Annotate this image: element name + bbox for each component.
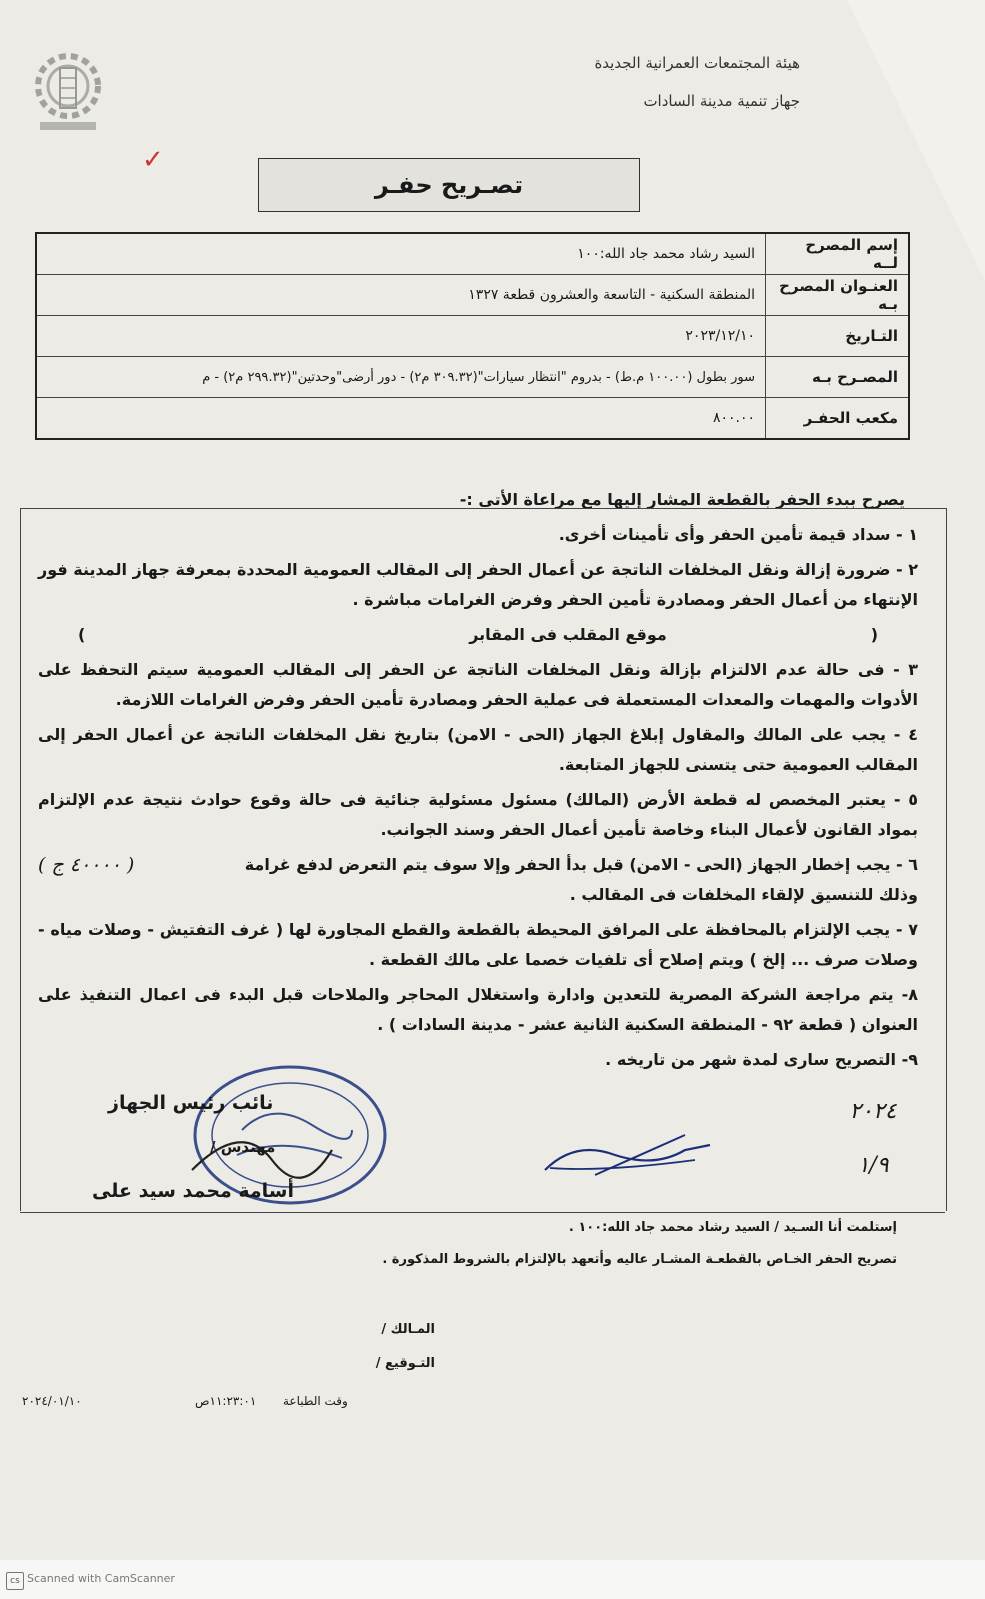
print-date: ٢٠٢٤/٠١/١٠ [22,1394,82,1408]
deputy-name: أسامة محمد سيد على [92,1180,295,1202]
dump-location-open: ( [870,625,878,644]
value-permit-holder: السيد رشاد محمد جاد الله:١٠٠ [36,233,766,275]
handwritten-date [848,1098,898,1180]
table-row [36,316,909,357]
check-mark-icon: ✓ [142,145,164,175]
term-3: ٣ - فى حالة عدم الالتزام بإزالة ونقل المخلفات الناتجة عن الحفر إلى المقالب العمومية سيتم التحفظ على الأدوات والمهمات والمعدات المستعملة فى عملية الحفر ومصادرة تأمين الحفر وفرض الغرامات اللازمة. [38,660,918,709]
term-6-continued: وذلك للتنسيق لإلقاء المخلفات فى المقالب . [569,885,918,904]
value-date: ٢٠٢٣/١٢/١٠ [36,316,766,357]
term-7: ٧ - يجب الإلتزام بالمحافظة على المرافق المحيطة بالقطعة والقطع المجاورة لها ( غرف التفتيش - وصلات مياه - وصلات صرف ... إلخ ) ويتم إصلاح أى تلفيات خصما على مالك القطعة . [38,920,918,969]
print-time-label: وقت الطباعة [282,1394,348,1408]
handwritten-signature-icon [535,1130,725,1180]
dump-location-close: ) [78,625,86,644]
table-row [36,233,909,275]
handwritten-fine: ( ٤٠٠٠٠ ج ) [38,854,135,876]
label-address: العنـوان المصرح بـه [766,275,910,316]
term-9: ٩- التصريح سارى لمدة شهر من تاريخه . [605,1050,918,1069]
signature-label: التـوقيع / [375,1356,435,1371]
table-row [36,357,909,398]
term-1: ١ - سداد قيمة تأمين الحفر وأى تأمينات أخرى. [558,525,918,544]
table-row [36,275,909,316]
terms-list [38,520,918,1080]
table-row [36,398,909,440]
term-5: ٥ - يعتبر المخصص له قطعة الأرض (المالك) مسئول مسئولية جنائية فى حالة وقوع حوادث نتيجة عدم الإلتزام بمواد القانون لأعمال البناء وخاصة تأمين أعمال الحفر وسند الجوانب. [38,790,918,839]
value-excavation-volume: ٨٠٠.٠٠ [36,398,766,440]
label-date: التـاريخ [766,316,910,357]
document-title: تصـريح حفـر [258,158,640,212]
handwritten-day-month: ١/٩ [857,1153,889,1178]
receipt-line-1: إستلمت أنا السـيد / السيد رشاد محمد جاد الله:١٠٠ . [568,1220,897,1235]
scanner-watermark: Scanned with CamScanner [27,1572,175,1585]
authority-header [594,44,800,120]
gear-building-logo-icon [22,38,114,138]
term-4: ٤ - يجب على المالك والمقاول إبلاغ الجهاز (الحى - الامن) بتاريخ نقل المخلفات الناتجة عن أعمال الحفر إلى المقالب العمومية حتى يتسنى للجهاز المتابعة. [38,725,918,774]
authority-line-2: جهاز تنمية مدينة السادات [643,92,800,110]
term-2: ٢ - ضرورة إزالة ونقل المخلفات الناتجة عن أعمال الحفر إلى المقالب العمومية المحددة بمعرفة جهاز المدينة فور الإنتهاء من أعمال الحفر ومصادرة تأمين الحفر وفرض الغرامات مباشرة . [38,560,918,609]
engineer-label: مهندس / [210,1138,276,1156]
label-permit-holder: إسم المصرح لــه [766,233,910,275]
dump-location [38,620,918,650]
owner-label: المـالك / [381,1322,435,1337]
value-permitted-works: سور بطول (١٠٠.٠٠ م.ط) - بدروم "انتظار سيارات"(٣٠٩.٣٢ م٢) - دور أرضى"وحدتين"(٢٩٩.٣٢ م٢) - م [36,357,766,398]
label-excavation-volume: مكعب الحفـر [766,398,910,440]
deputy-title: نائب رئيس الجهاز [108,1092,274,1114]
term-6: ٦ - يجب إخطار الجهاز (الحى - الامن) قبل بدأ الحفر وإلا سوف يتم التعرض لدفع غرامة [244,855,918,874]
label-permitted-works: المصـرح بـه [766,357,910,398]
print-time [195,1394,348,1408]
dump-location-label: موقع المقلب فى المقابر [469,625,667,644]
divider [20,1212,945,1213]
receipt-line-2: تصريح الحفر الخـاص بالقطعـة المشـار عاليه وأتعهد بالإلتزام بالشروط المذكورة . [382,1252,897,1267]
terms-intro: يصرح ببدء الحفر بالقطعة المشار إليها مع مراعاة الأتى :- [459,490,905,509]
print-time-value: ١١:٢٣:٠١ص [195,1394,257,1408]
value-address: المنطقة السكنية - التاسعة والعشرون قطعة ١٣٢٧ [36,275,766,316]
authority-line-1: هيئة المجتمعات العمرانية الجديدة [594,54,800,72]
term-6-row [38,850,918,880]
term-8: ٨- يتم مراجعة الشركة المصرية للتعدين وادارة واستغلال المحاجر والملاحات قبل البدء فى اعمال التنفيذ على العنوان ( قطعة ٩٢ - المنطقة السكنية الثانية عشر - مدينة السادات ) . [38,985,918,1034]
permit-info-table [35,232,910,440]
camscanner-icon: cs [6,1572,24,1590]
handwritten-year: ٢٠٢٤ [849,1099,897,1124]
